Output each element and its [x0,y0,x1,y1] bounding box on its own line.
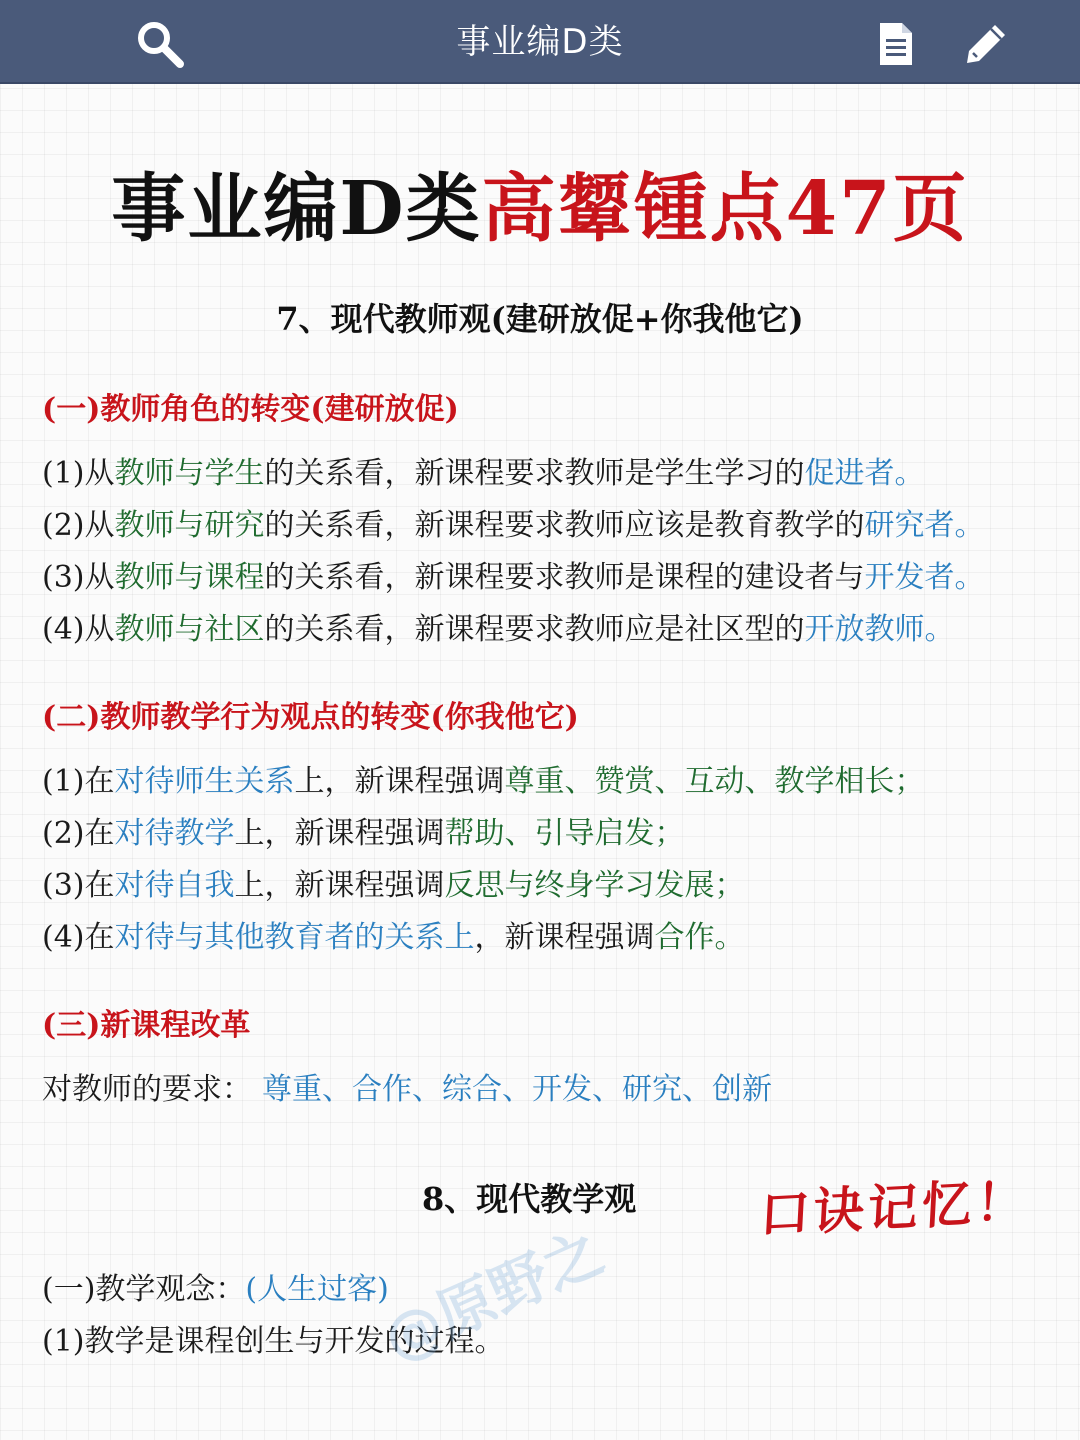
title-black-part: 事业编D类 [111,166,482,252]
blue-text: 对待自我 [114,868,235,903]
green-text: 反思与终身学习发展； [444,868,745,903]
text: 上，新课程强调 [294,764,505,799]
green-text: 教师与学生 [114,456,265,491]
part-1-line-2 [42,500,985,544]
requirements-value: 尊重、合作、综合、开发、研究、创新 [262,1072,772,1107]
green-text: 帮助、引导启发； [444,816,685,851]
blue-text: 开发者。 [864,560,985,595]
part-3-title: (三)新课程改革 [42,1008,251,1043]
part-1-title: (一)教师角色的转变(建研放促) [42,392,459,427]
part-2-line-3 [42,860,745,904]
text: 的关系看，新课程要求教师应是社区型的 [264,612,805,647]
page-title [0,150,1080,256]
text: 的关系看，新课程要求教师应该是教育教学的 [264,508,865,543]
concept-value: (人生过客) [245,1272,389,1307]
text: (4)在 [42,920,115,955]
green-text: 合作。 [654,920,745,955]
text: (1)从 [42,456,115,491]
blue-text: 促进者。 [804,456,925,491]
section-7-title: 7、现代教师观(建研放促+你我他它) [276,300,804,338]
text: ，新课程强调 [474,920,655,955]
title-red-part: 高颦锺点47页 [481,166,969,252]
part-2-line-4 [42,912,745,956]
text: (1)在 [42,764,115,799]
section-8-title: 8、现代教学观 [422,1180,637,1218]
green-text: 教师与社区 [114,612,265,647]
part-3-requirements [42,1064,772,1108]
blue-text: 研究者。 [864,508,985,543]
green-text: 教师与研究 [114,508,265,543]
blue-text: 对待师生关系 [114,764,295,799]
blue-text: 对待教学 [114,816,235,851]
part-2-line-1 [42,756,925,800]
pencil-icon[interactable] [960,18,1012,70]
text: (2)在 [42,816,115,851]
handwritten-note: 口诀记忆！ [758,1171,1032,1245]
green-text: 教师与课程 [114,560,265,595]
text: 上，新课程强调 [234,816,445,851]
text: 上，新课程强调 [234,868,445,903]
text: (3)在 [42,868,115,903]
part-2-line-2 [42,808,685,852]
document-icon[interactable] [870,18,922,70]
text: (3)从 [42,560,115,595]
part-1-line-3 [42,552,985,596]
requirements-label: 对教师的要求： [42,1072,252,1107]
blue-text: 开放教师。 [804,612,955,647]
concept-line [42,1264,389,1308]
app-title: 事业编D类 [456,22,624,62]
section-8-line-1: (1)教学是课程创生与开发的过程。 [42,1324,505,1359]
text: 的关系看，新课程要求教师是课程的建设者与 [264,560,865,595]
blue-text: 对待与其他教育者的关系上 [114,920,475,955]
watermark: @原野之 [373,1217,613,1374]
top-bar [0,0,1080,84]
part-1-line-1 [42,448,925,492]
green-text: 尊重、赞赏、互动、教学相长； [504,764,925,799]
part-2-title: (二)教师教学行为观点的转变(你我他它) [42,700,579,735]
text: (2)从 [42,508,115,543]
concept-label: (一)教学观念： [42,1272,246,1307]
text: (4)从 [42,612,115,647]
part-1-line-4 [42,604,955,648]
text: 的关系看，新课程要求教师是学生学习的 [264,456,805,491]
